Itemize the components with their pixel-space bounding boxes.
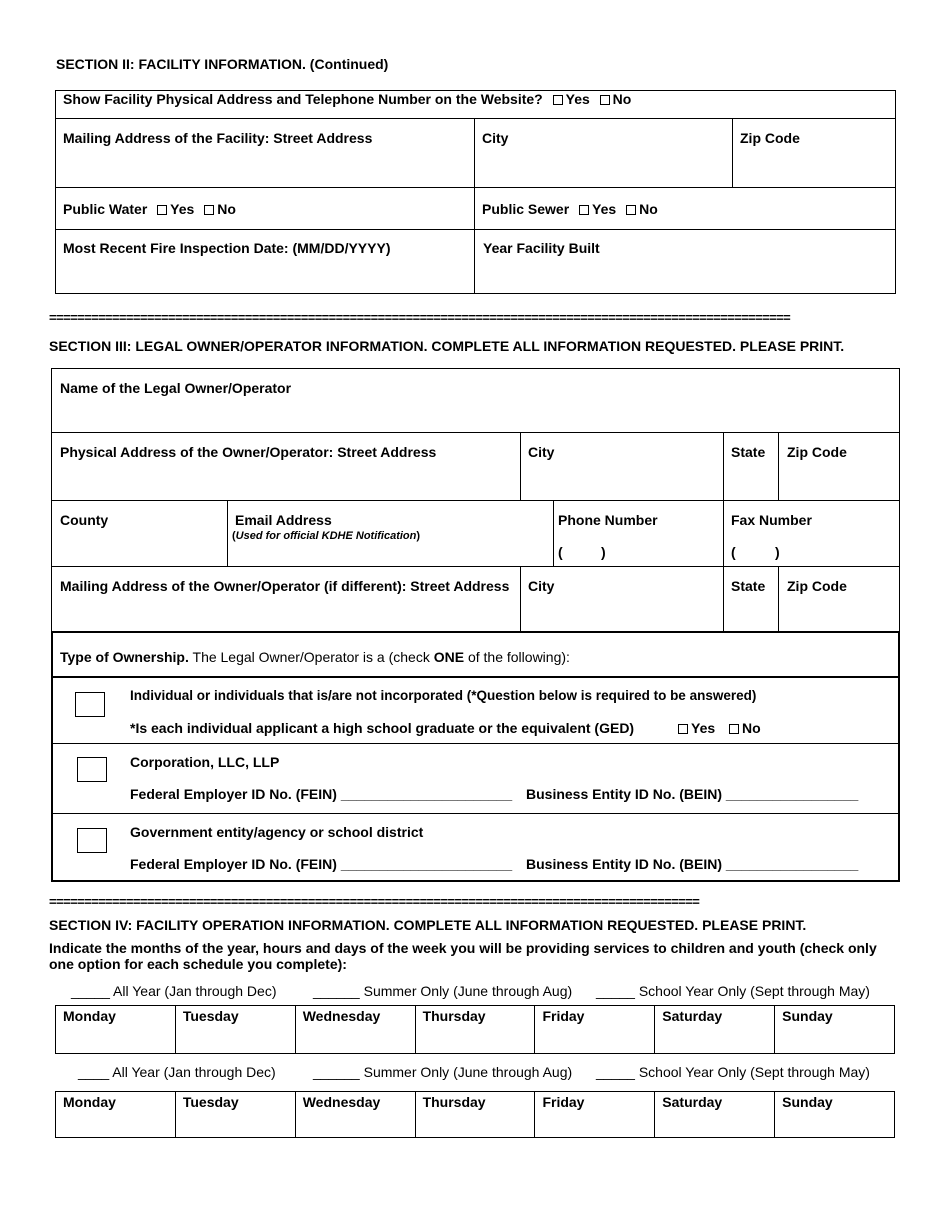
ownership-instructions: Type of Ownership. The Legal Owner/Operator is a (check ONE of the following):	[60, 649, 570, 665]
phone-area-close: )	[601, 544, 606, 560]
schedule1-summer-option[interactable]: ______ Summer Only (June through Aug)	[313, 983, 573, 999]
schedule1-day-cell[interactable]: Tuesday	[176, 1006, 296, 1053]
section4-title: SECTION IV: FACILITY OPERATION INFORMATION. COMPLETE ALL INFORMATION REQUESTED. PLEASE PRINT.	[49, 917, 807, 933]
section3-title: SECTION III: LEGAL OWNER/OPERATOR INFORMATION. COMPLETE ALL INFORMATION REQUESTED. PLEASE PRINT.	[49, 338, 845, 354]
section-divider-2: =============================================================================================	[49, 894, 700, 909]
owner-mailing-zip-label: Zip Code	[787, 578, 847, 594]
fax-area-open: (	[731, 544, 736, 560]
owner-city-label: City	[528, 444, 555, 460]
ged-options: Yes No	[672, 720, 761, 736]
section4-instructions: Indicate the months of the year, hours and days of the week you will be providing services to children and youth (check only one option for each schedule you complete):	[49, 940, 877, 972]
schedule2-day-cell[interactable]: Sunday	[782, 1094, 833, 1110]
public-water-yes-checkbox[interactable]	[157, 205, 167, 215]
schedule2-school-year-option[interactable]: _____ School Year Only (Sept through May)	[596, 1064, 870, 1080]
schedule2-all-year-option[interactable]: ____ All Year (Jan through Dec)	[78, 1064, 276, 1080]
schedule1-day-cell[interactable]: Thursday	[416, 1006, 536, 1053]
owner-mailing-street-label: Mailing Address of the Owner/Operator (if different): Street Address	[60, 578, 510, 594]
corporation-fein-field[interactable]: Federal Employer ID No. (FEIN) ______________________	[130, 786, 513, 802]
schedule2-day-cell[interactable]: Friday	[535, 1092, 655, 1137]
county-label: County	[60, 512, 109, 528]
owner-state-label: State	[731, 444, 766, 460]
phone-label: Phone Number	[558, 512, 658, 528]
fire-inspection-label: Most Recent Fire Inspection Date: (MM/DD/YYYY)	[63, 240, 391, 256]
show-address-yes-checkbox[interactable]	[553, 95, 563, 105]
schedule2-day-cell[interactable]: Monday	[56, 1092, 176, 1137]
ownership-individual-checkbox[interactable]	[75, 692, 105, 717]
schedule2-summer-option[interactable]: ______ Summer Only (June through Aug)	[313, 1064, 573, 1080]
ged-no-checkbox[interactable]	[729, 724, 739, 734]
show-address-question: Show Facility Physical Address and Telephone Number on the Website? Yes No	[63, 91, 632, 107]
facility-city-label: City	[482, 130, 509, 146]
ged-yes-checkbox[interactable]	[678, 724, 688, 734]
schedule1-days-row	[55, 1005, 895, 1054]
fax-area-close: )	[775, 544, 780, 560]
section2-title: SECTION II: FACILITY INFORMATION. (Continued)	[56, 56, 389, 72]
section2-table	[55, 90, 896, 294]
schedule1-school-year-option[interactable]: _____ School Year Only (Sept through May)	[596, 983, 870, 999]
schedule2-day-cell[interactable]: Tuesday	[176, 1092, 296, 1137]
schedule2-day-cell[interactable]: Wednesday	[296, 1092, 416, 1137]
schedule1-day-cell[interactable]: Sunday	[782, 1008, 833, 1024]
public-sewer-question: Public Sewer Yes No	[482, 201, 658, 217]
ownership-government-checkbox[interactable]	[77, 828, 107, 853]
fax-label: Fax Number	[731, 512, 812, 528]
ownership-corporation-label: Corporation, LLC, LLP	[130, 754, 280, 770]
schedule1-day-cell[interactable]: Monday	[56, 1006, 176, 1053]
owner-name-label: Name of the Legal Owner/Operator	[60, 380, 292, 396]
schedule1-day-cell[interactable]: Saturday	[655, 1006, 775, 1053]
schedule1-all-year-option[interactable]: _____ All Year (Jan through Dec)	[71, 983, 277, 999]
ownership-government-label: Government entity/agency or school district	[130, 824, 424, 840]
owner-mailing-state-label: State	[731, 578, 766, 594]
phone-area-open: (	[558, 544, 563, 560]
corporation-bein-field[interactable]: Business Entity ID No. (BEIN) _________________	[526, 786, 859, 802]
owner-zip-label: Zip Code	[787, 444, 847, 460]
schedule2-day-cell[interactable]: Thursday	[416, 1092, 536, 1137]
ownership-corporation-checkbox[interactable]	[77, 757, 107, 782]
public-sewer-no-checkbox[interactable]	[626, 205, 636, 215]
ged-question: *Is each individual applicant a high school graduate or the equivalent (GED)	[130, 720, 635, 736]
public-sewer-yes-checkbox[interactable]	[579, 205, 589, 215]
schedule1-day-cell[interactable]: Wednesday	[296, 1006, 416, 1053]
email-label: Email Address	[235, 512, 332, 528]
government-bein-field[interactable]: Business Entity ID No. (BEIN) _________________	[526, 856, 859, 872]
owner-mailing-city-label: City	[528, 578, 555, 594]
owner-physical-street-label: Physical Address of the Owner/Operator: Street Address	[60, 444, 437, 460]
public-water-question: Public Water Yes No	[63, 201, 236, 217]
email-note: (Used for official KDHE Notification)	[232, 530, 421, 542]
show-address-no-checkbox[interactable]	[600, 95, 610, 105]
ownership-individual-label: Individual or individuals that is/are not incorporated (*Question below is required to be answered)	[130, 688, 757, 703]
schedule2-days-row	[55, 1091, 895, 1138]
year-built-label: Year Facility Built	[483, 240, 600, 256]
facility-zip-label: Zip Code	[740, 130, 800, 146]
section-divider: ==========================================================================================================	[49, 310, 791, 325]
facility-mailing-street-label: Mailing Address of the Facility: Street Address	[63, 130, 373, 146]
public-water-no-checkbox[interactable]	[204, 205, 214, 215]
schedule1-day-cell[interactable]: Friday	[535, 1006, 655, 1053]
schedule2-day-cell[interactable]: Saturday	[655, 1092, 775, 1137]
government-fein-field[interactable]: Federal Employer ID No. (FEIN) ______________________	[130, 856, 513, 872]
